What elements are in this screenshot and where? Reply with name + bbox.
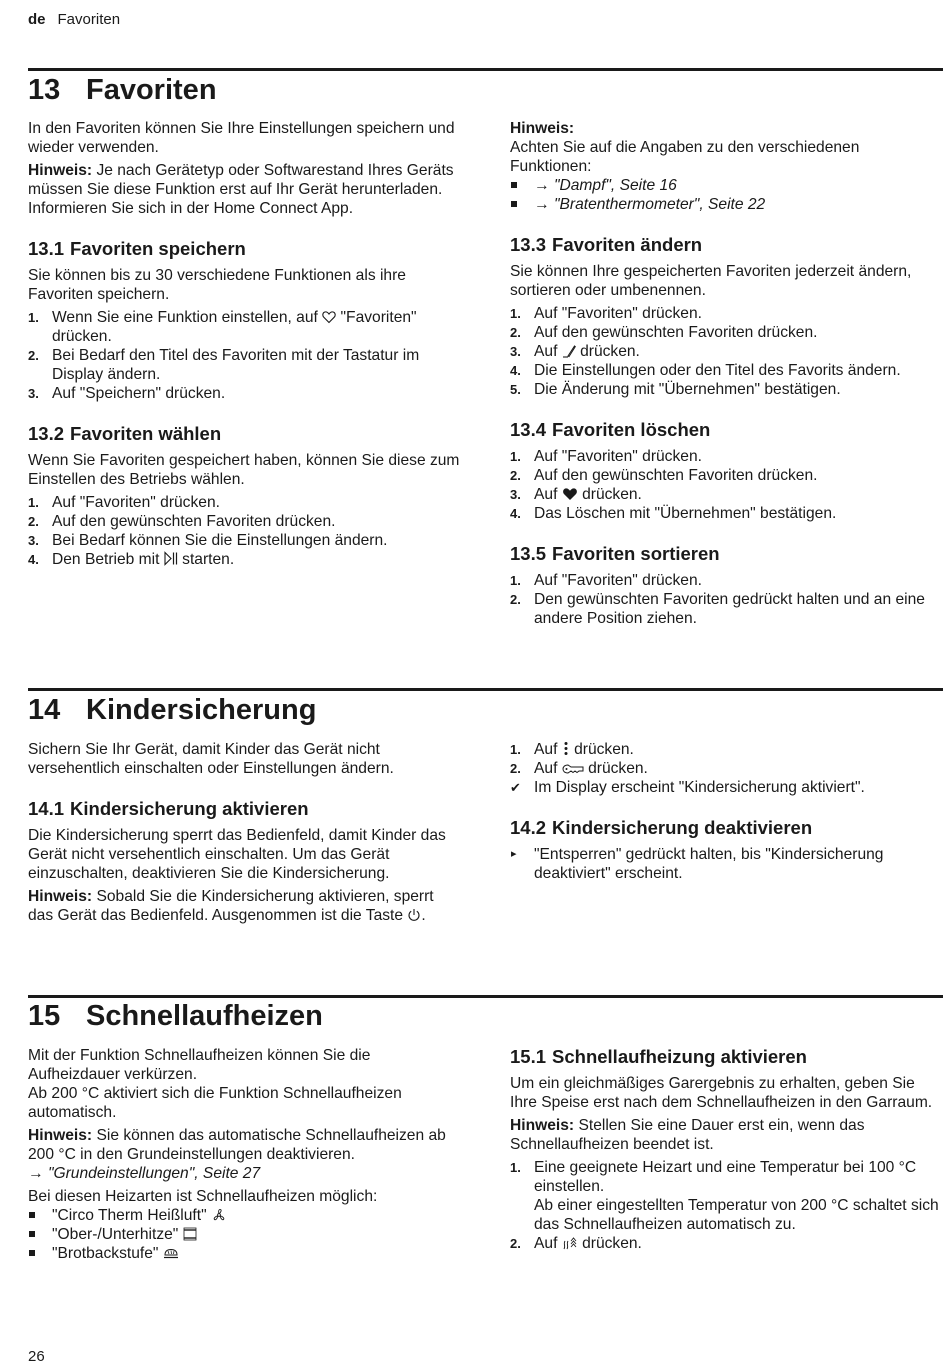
- section-number: 14.1: [28, 798, 65, 819]
- section-intro: Sie können bis zu 30 verschiedene Funktionen als ihre Favoriten speichern.: [28, 267, 406, 303]
- fan-icon: [211, 1208, 227, 1222]
- list-item: [510, 176, 942, 195]
- ch15-left-column: [28, 1046, 460, 1263]
- step-number: 3.: [28, 386, 39, 401]
- step-number: 1.: [510, 742, 521, 757]
- step-text: drücken.: [577, 486, 642, 503]
- triangle-bullet-icon: ▸: [511, 848, 517, 860]
- language-tag: de: [28, 11, 46, 28]
- play-pause-icon: [164, 551, 178, 566]
- paragraph: Ab 200 °C aktiviert sich die Funktion Schnellaufheizen automatisch.: [28, 1085, 402, 1121]
- ch15-right-column: [510, 1026, 942, 1253]
- chapter-title: [28, 72, 217, 108]
- heat-mode-list: [28, 1206, 460, 1263]
- step-text: "Favoriten" drücken.: [52, 309, 417, 345]
- section-intro: Um ein gleichmäßiges Garergebnis zu erhalten, geben Sie Ihre Speise erst nach dem Schnellaufheizen in den Garraum.: [510, 1075, 933, 1111]
- step-number: 3.: [510, 487, 521, 502]
- step-number: 2.: [510, 1236, 521, 1251]
- list-item: [510, 323, 942, 342]
- step-text: drücken.: [583, 760, 648, 777]
- menu-dots-icon: [562, 741, 570, 756]
- checkmark-icon: ✔: [510, 780, 521, 795]
- list-item: [510, 380, 942, 399]
- step-text: drücken.: [575, 343, 640, 360]
- ch13-right-column: [510, 119, 942, 628]
- reference-line: [28, 1164, 460, 1183]
- chapter-rule: [28, 688, 943, 691]
- step-text: drücken.: [577, 1235, 642, 1252]
- list-item: [510, 447, 942, 466]
- top-bottom-heat-icon: [183, 1227, 197, 1241]
- action-step: [510, 845, 942, 883]
- heat-mode-label: "Circo Therm Heißluft": [52, 1207, 211, 1224]
- rapid-heat-icon: [562, 1235, 578, 1250]
- list-item: [28, 531, 460, 550]
- section-number: 14.2: [510, 817, 547, 838]
- section-intro: Wenn Sie Favoriten gespeichert haben, können Sie diese zum Einstellen des Betriebs wählen.: [28, 452, 460, 488]
- chapter-title: [28, 692, 316, 728]
- header-section: Favoriten: [57, 11, 121, 28]
- step-number: 2.: [510, 761, 521, 776]
- steps-list: [28, 308, 460, 403]
- list-item: [28, 346, 460, 384]
- arrow-icon: →: [28, 1165, 44, 1182]
- heart-filled-icon: [562, 487, 578, 501]
- ch14-intro: Sichern Sie Ihr Gerät, damit Kinder das Gerät nicht versehentlich einschalten oder Einstellungen ändern.: [28, 741, 394, 777]
- hint-text: Je nach Gerätetyp oder Softwarestand Ihres Geräts müssen Sie diese Funktion erst auf Ihr Gerät herunterladen. Informieren Sie sich in der Home Connect App.: [28, 162, 454, 217]
- pencil-icon: [562, 344, 576, 358]
- section-title: Favoriten sortieren: [552, 543, 720, 564]
- hint-label: Hinweis:: [28, 888, 93, 905]
- chapter-rule: [28, 68, 943, 71]
- step-text: Auf: [534, 486, 562, 503]
- step-number: 1.: [510, 1160, 521, 1175]
- list-item: [28, 512, 460, 531]
- hint-text: Achten Sie auf die Angaben zu den verschiedenen Funktionen:: [510, 139, 860, 175]
- key-icon: [562, 763, 584, 775]
- list-item: [510, 361, 942, 380]
- cross-reference-link[interactable]: "Bratenthermometer", Seite 22: [553, 196, 766, 213]
- list-item: [510, 195, 942, 214]
- chapter-heading: Kindersicherung: [86, 694, 317, 726]
- hint-label: Hinweis:: [510, 1117, 575, 1134]
- heat-mode-label: "Ober-/Unterhitze": [52, 1226, 183, 1243]
- section-number: 13.2: [28, 423, 65, 444]
- section-heading-13-1: [28, 237, 460, 261]
- reference-list: [510, 176, 942, 214]
- step-number: 3.: [28, 533, 39, 548]
- section-title: Favoriten wählen: [70, 423, 222, 444]
- ch14-hint: [28, 887, 460, 925]
- step-text: Die Änderung mit "Übernehmen" bestätigen.: [534, 381, 841, 398]
- hint-label: Hinweis:: [28, 162, 93, 179]
- ch14-left-column: [28, 740, 460, 925]
- step-number: 4.: [510, 363, 521, 378]
- step-number: 2.: [28, 514, 39, 529]
- result-text: Im Display erscheint "Kindersicherung aktiviert".: [534, 779, 865, 796]
- step-number: 2.: [510, 468, 521, 483]
- action-text: "Entsperren" gedrückt halten, bis "Kindersicherung deaktiviert" erscheint.: [534, 846, 884, 882]
- hint-text: Sobald Sie die Kindersicherung aktivieren, sperrt das Gerät das Bedienfeld. Ausgenommen ist die Taste: [28, 888, 434, 924]
- chapter-title: [28, 998, 323, 1034]
- running-header: [28, 10, 120, 29]
- step-number: 3.: [510, 344, 521, 359]
- heart-outline-icon: [322, 310, 336, 324]
- hint-text: Stellen Sie eine Dauer erst ein, wenn das Schnellaufheizen beendet ist.: [510, 1117, 865, 1153]
- chapter-heading: Favoriten: [86, 74, 217, 106]
- list-item: [28, 1225, 460, 1244]
- list-item: [510, 504, 942, 523]
- section-heading-13-5: [510, 542, 942, 566]
- step-number: 1.: [28, 310, 39, 325]
- section-heading-13-4: [510, 418, 942, 442]
- list-item: [28, 1206, 460, 1225]
- cross-reference-link[interactable]: "Grundeinstellungen", Seite 27: [47, 1165, 261, 1182]
- steps-list: [510, 304, 942, 399]
- list-item: [510, 485, 942, 504]
- step-text: Auf "Favoriten" drücken.: [534, 448, 702, 465]
- step-text: Auf "Speichern" drücken.: [52, 385, 226, 402]
- ch13-left-column: [28, 119, 460, 569]
- hint-label: Hinweis:: [510, 120, 575, 137]
- list-item: [510, 342, 942, 361]
- list-item: [510, 1158, 942, 1234]
- list-item: [28, 308, 460, 346]
- step-number: 5.: [510, 382, 521, 397]
- steps-list: [510, 1158, 942, 1253]
- paragraph: Mit der Funktion Schnellaufheizen können Sie die Aufheizdauer verkürzen.: [28, 1047, 371, 1083]
- power-icon: [407, 908, 421, 922]
- step-text: Den Betrieb mit: [52, 551, 164, 568]
- step-text: Den gewünschten Favoriten gedrückt halten und an eine andere Position ziehen.: [534, 591, 925, 627]
- list-item: [28, 493, 460, 512]
- step-text: drücken.: [569, 741, 634, 758]
- section-number: 13.5: [510, 543, 547, 564]
- step-text: Wenn Sie eine Funktion einstellen, auf: [52, 309, 323, 326]
- step-text: Auf "Favoriten" drücken.: [534, 305, 702, 322]
- ch15-1-hint: [510, 1116, 942, 1154]
- section-heading-13-2: [28, 422, 460, 446]
- arrow-icon: →: [534, 177, 550, 194]
- step-text: Bei Bedarf den Titel des Favoriten mit der Tastatur im Display ändern.: [52, 347, 420, 383]
- hint-label: Hinweis:: [28, 1127, 93, 1144]
- list-item: [28, 1244, 460, 1263]
- section-heading-13-3: [510, 233, 942, 257]
- step-text: Die Einstellungen oder den Titel des Favorits ändern.: [534, 362, 901, 379]
- list-item: [510, 571, 942, 590]
- section-heading-14-2: [510, 816, 942, 840]
- step-number: 1.: [510, 306, 521, 321]
- steps-list: [28, 493, 460, 569]
- list-item: [28, 550, 460, 569]
- step-text: Auf den gewünschten Favoriten drücken.: [534, 324, 818, 341]
- section-number: 15.1: [510, 1046, 547, 1067]
- step-text: Auf "Favoriten" drücken.: [52, 494, 220, 511]
- hint-text: .: [421, 907, 426, 924]
- paragraph: Bei diesen Heizarten ist Schnellaufheizen möglich:: [28, 1188, 378, 1205]
- section-title: Favoriten ändern: [552, 234, 703, 255]
- ch15-hint: [28, 1126, 460, 1164]
- section-intro: Die Kindersicherung sperrt das Bedienfeld, damit Kinder das Gerät nicht versehentlich einschalten. Um das Gerät einzuschalten, deaktivieren Sie die Kindersicherung.: [28, 827, 446, 882]
- hint-text: Sie können das automatische Schnellaufheizen ab 200 °C in den Grundeinstellungen deaktivieren.: [28, 1127, 446, 1163]
- step-number: 4.: [510, 506, 521, 521]
- step-text: Auf: [534, 760, 562, 777]
- step-number: 4.: [28, 552, 39, 567]
- chapter-number: 13: [28, 74, 61, 106]
- section-intro: Sie können Ihre gespeicherten Favoriten jederzeit ändern, sortieren oder umbenennen.: [510, 263, 912, 299]
- section-heading-15-1: [510, 1045, 942, 1069]
- list-item: [510, 466, 942, 485]
- steps-list: [510, 571, 942, 628]
- step-text: Bei Bedarf können Sie die Einstellungen ändern.: [52, 532, 388, 549]
- section-title: Favoriten löschen: [552, 419, 711, 440]
- step-note: Ab einer eingestellten Temperatur von 200 °C schaltet sich das Schnellaufheizen automatisch zu.: [534, 1197, 939, 1233]
- step-text: Auf: [534, 343, 562, 360]
- section-heading-14-1: [28, 797, 460, 821]
- list-item: [510, 759, 942, 778]
- steps-list: [510, 447, 942, 523]
- section-title: Kindersicherung deaktivieren: [552, 817, 813, 838]
- cross-reference-link[interactable]: "Dampf", Seite 16: [553, 177, 677, 194]
- list-item: [510, 740, 942, 759]
- step-text: Auf den gewünschten Favoriten drücken.: [534, 467, 818, 484]
- ch13-intro: In den Favoriten können Sie Ihre Einstellungen speichern und wieder verwenden.: [28, 120, 455, 156]
- step-text: Eine geeignete Heizart und eine Temperatur bei 100 °C einstellen.: [534, 1159, 917, 1195]
- ch14-right-column: [510, 740, 942, 883]
- step-text: starten.: [177, 551, 235, 568]
- section-number: 13.3: [510, 234, 547, 255]
- section-title: Favoriten speichern: [70, 238, 246, 259]
- heat-mode-label: "Brotbackstufe": [52, 1245, 163, 1262]
- step-text: Auf: [534, 1235, 562, 1252]
- list-item: [510, 590, 942, 628]
- step-text: Auf "Favoriten" drücken.: [534, 572, 702, 589]
- step-number: 2.: [28, 348, 39, 363]
- list-item: [28, 384, 460, 403]
- list-item: [510, 304, 942, 323]
- step-text: Auf den gewünschten Favoriten drücken.: [52, 513, 336, 530]
- section-title: Kindersicherung aktivieren: [70, 798, 309, 819]
- step-number: 1.: [28, 495, 39, 510]
- list-item: [510, 1234, 942, 1253]
- step-number: 2.: [510, 325, 521, 340]
- bread-icon: [163, 1246, 179, 1260]
- steps-list: [510, 740, 942, 778]
- step-text: Das Löschen mit "Übernehmen" bestätigen.: [534, 505, 837, 522]
- ch13-hint: [28, 161, 460, 218]
- step-number: 1.: [510, 449, 521, 464]
- arrow-icon: →: [534, 196, 550, 213]
- chapter-number: 14: [28, 694, 61, 726]
- section-number: 13.1: [28, 238, 65, 259]
- section-title: Schnellaufheizung aktivieren: [552, 1046, 807, 1067]
- chapter-number: 15: [28, 1000, 61, 1032]
- step-number: 2.: [510, 592, 521, 607]
- chapter-heading: Schnellaufheizen: [86, 1000, 323, 1032]
- section-number: 13.4: [510, 419, 547, 440]
- page-number: 26: [28, 1348, 45, 1365]
- step-text: Auf: [534, 741, 562, 758]
- step-number: 1.: [510, 573, 521, 588]
- result-line: [510, 778, 942, 797]
